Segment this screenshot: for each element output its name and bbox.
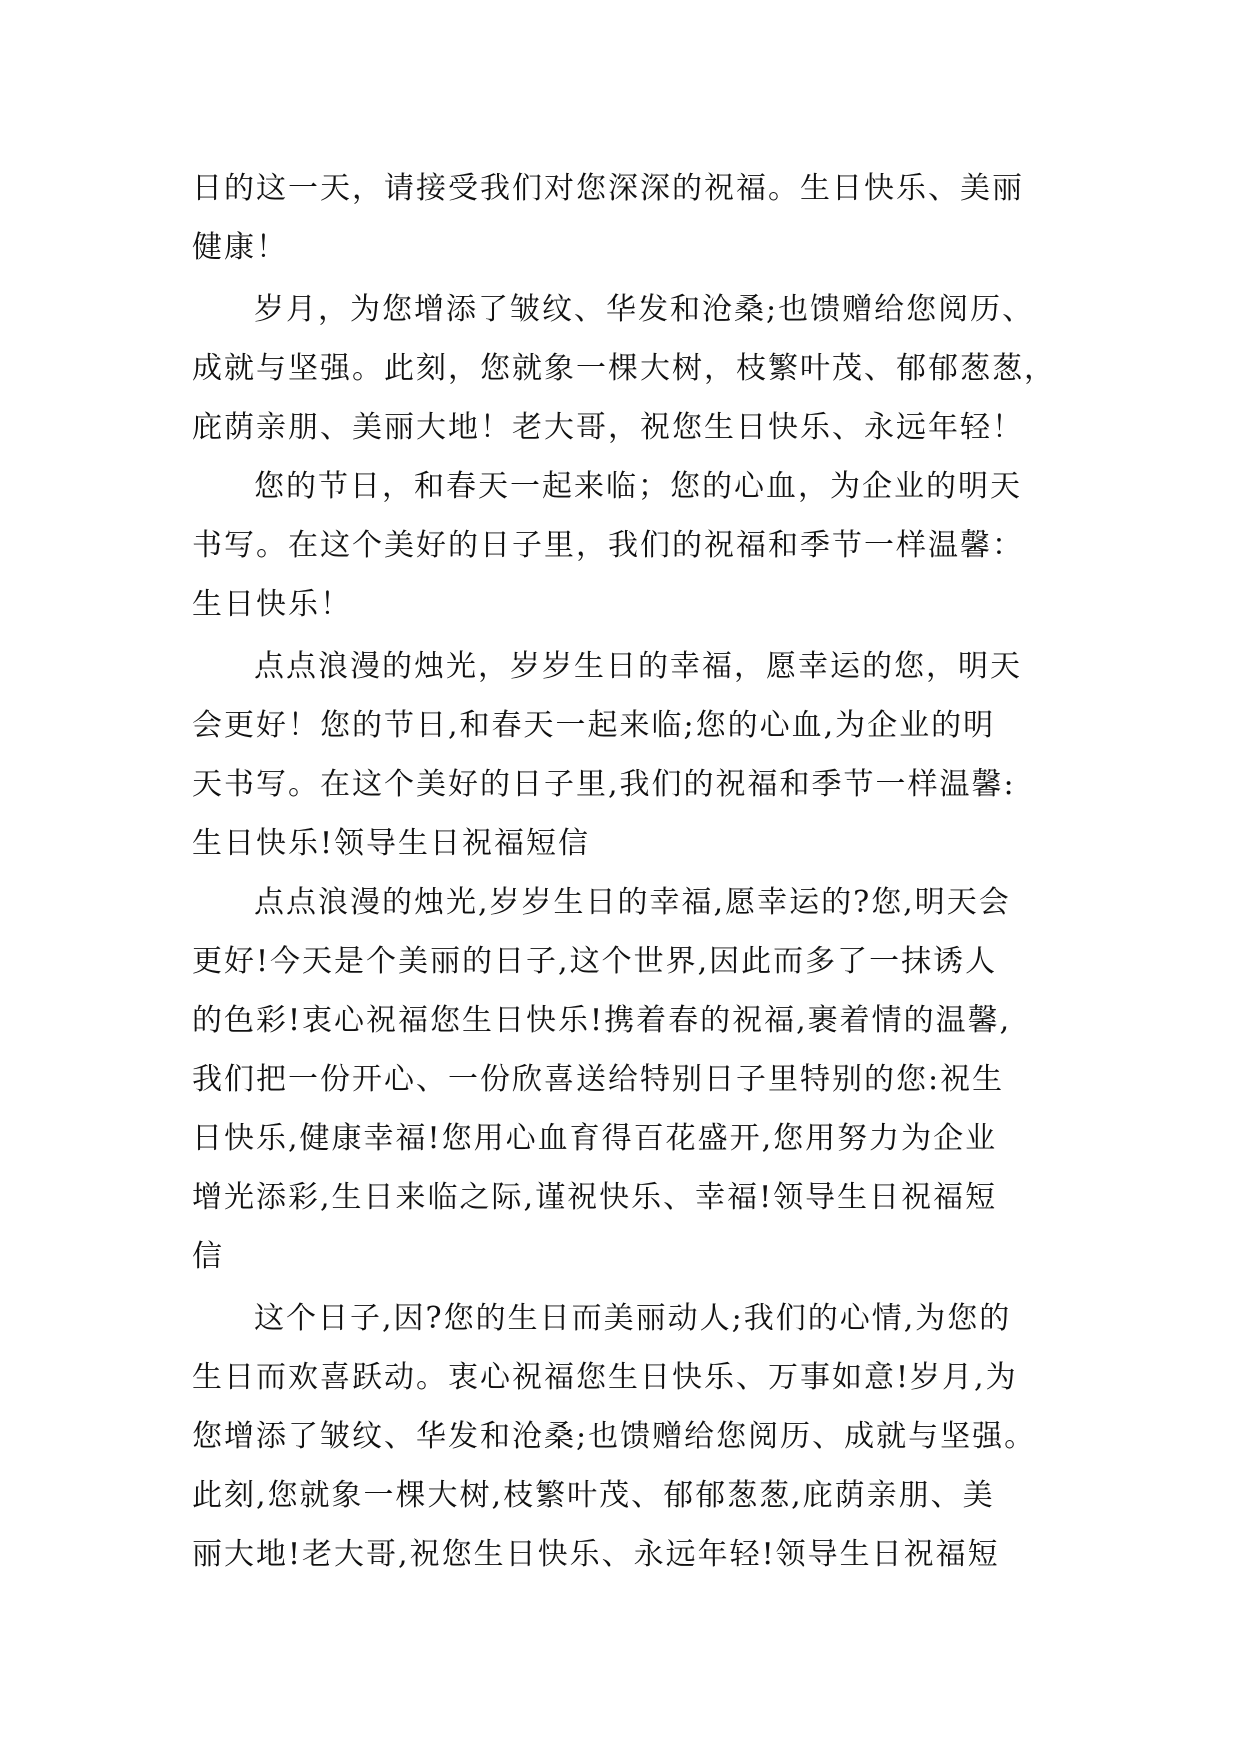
paragraph-start-line: 点点浪漫的烛光,岁岁生日的幸福,愿幸运的?您,明天会 — [254, 885, 1011, 920]
text-line: 会更好！您的节日,和春天一起来临;您的心血,为企业的明 — [192, 708, 996, 743]
text-line: 增光添彩,生日来临之际,谨祝快乐、幸福!领导生日祝福短 — [192, 1180, 998, 1215]
text-line: 信 — [192, 1239, 224, 1274]
text-line: 您增添了皱纹、华发和沧桑;也馈赠给您阅历、成就与坚强。 — [192, 1419, 1037, 1454]
text-line: 健康！ — [192, 230, 288, 265]
paragraph-start-line: 岁月，为您增添了皱纹、华发和沧桑;也馈赠给您阅历、 — [254, 292, 1035, 327]
text-line: 更好!今天是个美丽的日子,这个世界,因此而多了一抹诱人 — [192, 944, 998, 979]
text-line: 丽大地!老大哥,祝您生日快乐、永远年轻!领导生日祝福短 — [192, 1537, 1000, 1572]
text-line: 书写。在这个美好的日子里，我们的祝福和季节一样温馨： — [192, 528, 1024, 563]
text-line: 庇荫亲朋、美丽大地！老大哥，祝您生日快乐、永远年轻！ — [192, 410, 1024, 445]
text-line: 生日而欢喜跃动。衷心祝福您生日快乐、万事如意!岁月,为 — [192, 1360, 1018, 1395]
text-line: 生日快乐！ — [192, 587, 352, 622]
document-body — [192, 159, 1072, 1584]
text-line: 日的这一天，请接受我们对您深深的祝福。生日快乐、美丽 — [192, 171, 1024, 206]
text-line: 天书写。在这个美好的日子里,我们的祝福和季节一样温馨: — [192, 767, 1016, 802]
text-line: 的色彩!衷心祝福您生日快乐!携着春的祝福,裹着情的温馨, — [192, 1003, 1012, 1038]
text-line: 成就与坚强。此刻，您就象一棵大树，枝繁叶茂、郁郁葱葱， — [192, 351, 1056, 386]
paragraph-start-line: 这个日子,因?您的生日而美丽动人;我们的心情,为您的 — [254, 1301, 1012, 1336]
text-line: 生日快乐!领导生日祝福短信 — [192, 826, 591, 861]
paragraph-start-line: 您的节日，和春天一起来临；您的心血，为企业的明天 — [254, 469, 1022, 504]
text-line: 此刻,您就象一棵大树,枝繁叶茂、郁郁葱葱,庇荫亲朋、美 — [192, 1478, 995, 1513]
text-line: 我们把一份开心、一份欣喜送给特别日子里特别的您:祝生 — [192, 1062, 1005, 1097]
text-line: 日快乐,健康幸福!您用心血育得百花盛开,您用努力为企业 — [192, 1121, 998, 1156]
paragraph-start-line: 点点浪漫的烛光，岁岁生日的幸福，愿幸运的您，明天 — [254, 649, 1022, 684]
